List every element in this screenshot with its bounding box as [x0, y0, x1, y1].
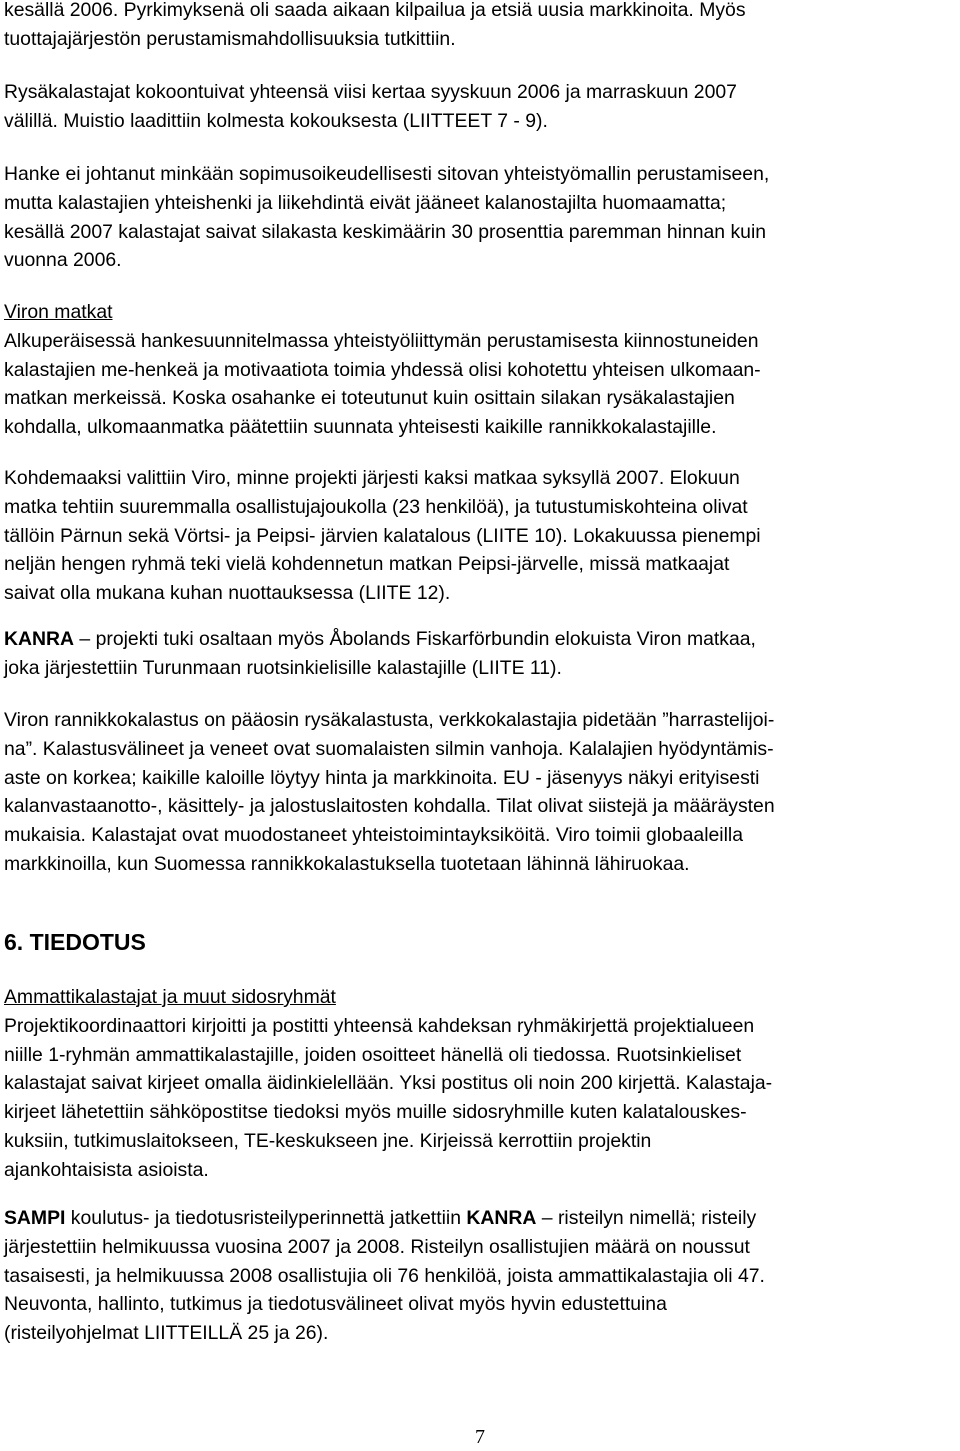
text-line: Kohdemaaksi valittiin Viro, minne projekti järjesti kaksi matkaa syksyllä 2007. Elokuun: [4, 467, 740, 489]
chapter-heading: 6. TIEDOTUS: [4, 929, 146, 955]
kanra-bold: KANRA: [466, 1207, 537, 1229]
text-line: matka tehtiin suuremmalla osallistujajoukolla (23 henkilöä), ja tutustumiskohteina olivat: [4, 495, 748, 518]
text-line: saivat olla mukana kuhan nuottauksessa (LIITE 12).: [4, 582, 451, 605]
text-span: – risteilyn nimellä; risteily: [536, 1207, 757, 1229]
text-line: tasaisesti, ja helmikuussa 2008 osallistujia oli 76 henkilöä, joista ammattikalastajia oli 47.: [4, 1264, 765, 1287]
section-heading: Ammattikalastajat ja muut sidosryhmät: [4, 986, 336, 1008]
text-line: kalastajat saivat kirjeet omalla äidinkielellään. Yksi postitus oli noin 200 kirjettä. Kalastaja-: [4, 1072, 773, 1095]
text-line: aste on korkea; kaikille kaloille löytyy hinta ja markkinoita. EU - jäsenyys näkyi erityisesti: [4, 766, 760, 789]
paragraph-3: [4, 160, 956, 275]
paragraph-1: [4, 0, 956, 54]
chapter-6: [4, 927, 956, 957]
text-line: kuksiin, tutkimuslaitokseen, TE-keskukseen jne. Kirjeissä kerrottiin projektin: [4, 1129, 652, 1152]
text-line: mukaisia. Kalastajat ovat muodostaneet yhteistoimintayksiköitä. Viro toimii globaaleilla: [4, 824, 744, 847]
text-line: Projektikoordinaattori kirjoitti ja postitti yhteensä kahdeksan ryhmäkirjettä projektialueen: [4, 1014, 755, 1037]
section-heading: Viron matkat: [4, 301, 113, 323]
section-viron-matkat: [4, 298, 956, 442]
text-line: järjestettiin helmikuussa vuosina 2007 ja 2008. Risteilyn osallistujien määrä on noussut: [4, 1235, 750, 1258]
text-line: kesällä 2007 kalastajat saivat silakasta keskimäärin 30 prosenttia paremman hinnan kuin: [4, 220, 767, 243]
text-line: kesällä 2006. Pyrkimyksenä oli saada aikaan kilpailua ja etsiä uusia markkinoita. Myös: [4, 0, 746, 21]
paragraph-2: [4, 78, 956, 136]
sampi-bold: SAMPI: [4, 1207, 66, 1229]
text-line: vuonna 2006.: [4, 249, 122, 272]
text-line: joka järjestettiin Turunmaan ruotsinkielisille kalastajille (LIITE 11).: [4, 656, 562, 679]
text-line: Hanke ei johtanut minkään sopimusoikeudellisesti sitovan yhteistyömallin perustamiseen,: [4, 163, 770, 185]
paragraph-6: [4, 625, 956, 683]
text-line: [4, 625, 956, 654]
kanra-bold: KANRA: [4, 628, 75, 650]
text-line: kalanvastaanotto-, käsittely- ja jalostuslaitosten kohdalla. Tilat olivat siistejä ja määräysten: [4, 795, 775, 818]
text-line: Rysäkalastajat kokoontuivat yhteensä viisi kertaa syyskuun 2006 ja marraskuun 2007: [4, 81, 737, 103]
text-line: neljän hengen ryhmä teki vielä kohdennetun matkan Peipsi-järvelle, missä matkaajat: [4, 553, 730, 576]
text-line: Neuvonta, hallinto, tutkimus ja tiedotusvälineet olivat myös hyvin edustettuina: [4, 1293, 667, 1316]
paragraph-5: [4, 464, 956, 608]
text-line: kirjeet lähetettiin sähköpostitse tiedoksi myös muille sidosryhmille kuten kalatalouskes-: [4, 1101, 747, 1124]
paragraph-7: [4, 706, 956, 879]
text-line: välillä. Muistio laadittiin kolmesta kokouksesta (LIITTEET 7 - 9).: [4, 109, 548, 132]
paragraph-9: [4, 1204, 956, 1348]
text-line: markkinoilla, kun Suomessa rannikkokalastuksella tuotetaan lähinnä lähiruokaa.: [4, 852, 690, 875]
text-line: matkan merkeissä. Koska osahanke ei toteutunut kuin osittain silakan rysäkalastajien: [4, 387, 735, 410]
text-line: [4, 1204, 956, 1233]
text-span: – projekti tuki osaltaan myös Åbolands Fiskarförbundin elokuista Viron matkaa,: [74, 628, 756, 650]
section-ammattikalastajat: [4, 983, 956, 1185]
text-line: kohdalla, ulkomaanmatka päätettiin suunnata yhteisesti kaikille rannikkokalastajille.: [4, 416, 717, 439]
text-line: niille 1-ryhmän ammattikalastajille, joiden osoitteet hänellä oli tiedossa. Ruotsinkieliset: [4, 1043, 742, 1066]
page-number: 7: [475, 1426, 485, 1448]
text-line: (risteilyohjelmat LIITTEILLÄ 25 ja 26).: [4, 1322, 329, 1345]
text-line: na”. Kalastusvälineet ja veneet ovat suomalaisten silmin vanhoja. Kalalajien hyödyntämis-: [4, 737, 774, 760]
text-line: Alkuperäisessä hankesuunnitelmassa yhteistyöliittymän perustamisesta kiinnostuneiden: [4, 329, 759, 352]
text-line: Viron rannikkokalastus on pääosin rysäkalastusta, verkkokalastajia pidetään ”harrastelijoi-: [4, 709, 775, 731]
text-line: kalastajien me-henkeä ja motivaatiota toimia yhdessä olisi kohotettu yhteisen ulkomaan-: [4, 358, 761, 381]
text-line: mutta kalastajien yhteishenki ja liikehdintä eivät jääneet kalanostajilta huomaamatta;: [4, 191, 727, 214]
text-line: tällöin Pärnun sekä Vörtsi- ja Peipsi- järvien kalatalous (LIITE 10). Lokakuussa pienempi: [4, 524, 761, 547]
text-line: tuottajajärjestön perustamismahdollisuuksia tutkittiin.: [4, 27, 456, 50]
text-line: ajankohtaisista asioista.: [4, 1158, 209, 1181]
text-span: koulutus- ja tiedotusristeilyperinnettä jatkettiin: [65, 1207, 467, 1229]
